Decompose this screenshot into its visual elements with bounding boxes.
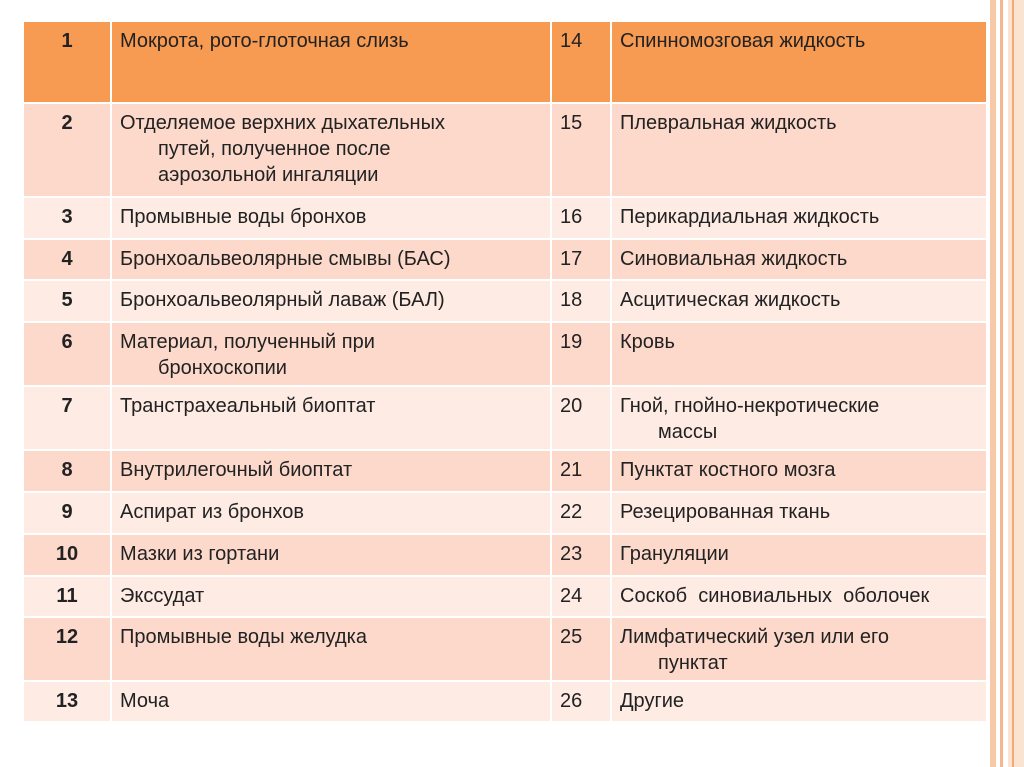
item-number: 18	[551, 280, 611, 322]
table-row	[23, 103, 987, 197]
item-number: 7	[23, 386, 111, 450]
item-number: 16	[551, 197, 611, 239]
item-number: 26	[551, 681, 611, 722]
item-number: 12	[23, 617, 111, 681]
item-number: 22	[551, 492, 611, 534]
decor-stripe	[1000, 0, 1003, 767]
item-number: 1	[23, 21, 111, 103]
item-number: 2	[23, 103, 111, 197]
item-number: 14	[551, 21, 611, 103]
specimen-name-line: путей, полученное после	[158, 138, 391, 160]
table-row	[23, 492, 987, 534]
specimen-name: Кровь	[611, 322, 987, 386]
specimen-name	[611, 386, 987, 450]
specimen-name: Экссудат	[111, 576, 551, 617]
specimen-name: Промывные воды бронхов	[111, 197, 551, 239]
specimen-name-line: Гной, гнойно-некротические	[620, 395, 880, 417]
specimen-name-line: массы	[658, 421, 718, 443]
item-number: 20	[551, 386, 611, 450]
specimen-name: Соскоб синовиальных оболочек	[611, 576, 987, 617]
specimen-name: Промывные воды желудка	[111, 617, 551, 681]
specimen-name: Внутрилегочный биоптат	[111, 450, 551, 492]
table-row	[23, 576, 987, 617]
specimen-name-line: Материал, полученный при	[120, 331, 375, 353]
decor-stripe	[990, 0, 996, 767]
specimen-name: Бронхоальвеолярные смывы (БАС)	[111, 239, 551, 280]
decor-stripe	[1008, 0, 1024, 767]
specimen-name: Грануляции	[611, 534, 987, 576]
table-row	[23, 197, 987, 239]
specimen-name: Плевральная жидкость	[611, 103, 987, 197]
specimen-name: Аспират из бронхов	[111, 492, 551, 534]
item-number: 3	[23, 197, 111, 239]
specimen-table	[22, 20, 988, 723]
item-number: 13	[23, 681, 111, 722]
specimen-name: Транстрахеальный биоптат	[111, 386, 551, 450]
specimen-name-line: бронхоскопии	[158, 357, 287, 379]
item-number: 9	[23, 492, 111, 534]
item-number: 17	[551, 239, 611, 280]
specimen-name: Спинномозговая жидкость	[611, 21, 987, 103]
table-row	[23, 280, 987, 322]
table-row	[23, 617, 987, 681]
specimen-name: Пунктат костного мозга	[611, 450, 987, 492]
item-number: 10	[23, 534, 111, 576]
table-row	[23, 681, 987, 722]
specimen-name: Другие	[611, 681, 987, 722]
table-row	[23, 386, 987, 450]
specimen-name	[611, 617, 987, 681]
table-row	[23, 450, 987, 492]
specimen-name: Мокрота, рото-глоточная слизь	[111, 21, 551, 103]
specimen-name-line: Лимфатический узел или его	[620, 626, 890, 648]
item-number: 4	[23, 239, 111, 280]
specimen-name-line: пунктат	[658, 652, 728, 674]
table-row	[23, 239, 987, 280]
item-number: 24	[551, 576, 611, 617]
specimen-name: Моча	[111, 681, 551, 722]
table-row	[23, 21, 987, 103]
item-number: 25	[551, 617, 611, 681]
specimen-name: Перикардиальная жидкость	[611, 197, 987, 239]
table-row	[23, 322, 987, 386]
item-number: 8	[23, 450, 111, 492]
specimen-name: Мазки из гортани	[111, 534, 551, 576]
item-number: 6	[23, 322, 111, 386]
item-number: 5	[23, 280, 111, 322]
item-number: 21	[551, 450, 611, 492]
table-row	[23, 534, 987, 576]
item-number: 23	[551, 534, 611, 576]
decor-stripe	[1012, 0, 1014, 767]
specimen-name: Асцитическая жидкость	[611, 280, 987, 322]
item-number: 11	[23, 576, 111, 617]
specimen-name: Синовиальная жидкость	[611, 239, 987, 280]
specimen-name-line: Отделяемое верхних дыхательных	[120, 112, 445, 134]
specimen-name-line: аэрозольной ингаляции	[158, 164, 379, 186]
item-number: 19	[551, 322, 611, 386]
specimen-name: Бронхоальвеолярный лаваж (БАЛ)	[111, 280, 551, 322]
specimen-name: Резецированная ткань	[611, 492, 987, 534]
specimen-name	[111, 103, 551, 197]
item-number: 15	[551, 103, 611, 197]
specimen-name	[111, 322, 551, 386]
